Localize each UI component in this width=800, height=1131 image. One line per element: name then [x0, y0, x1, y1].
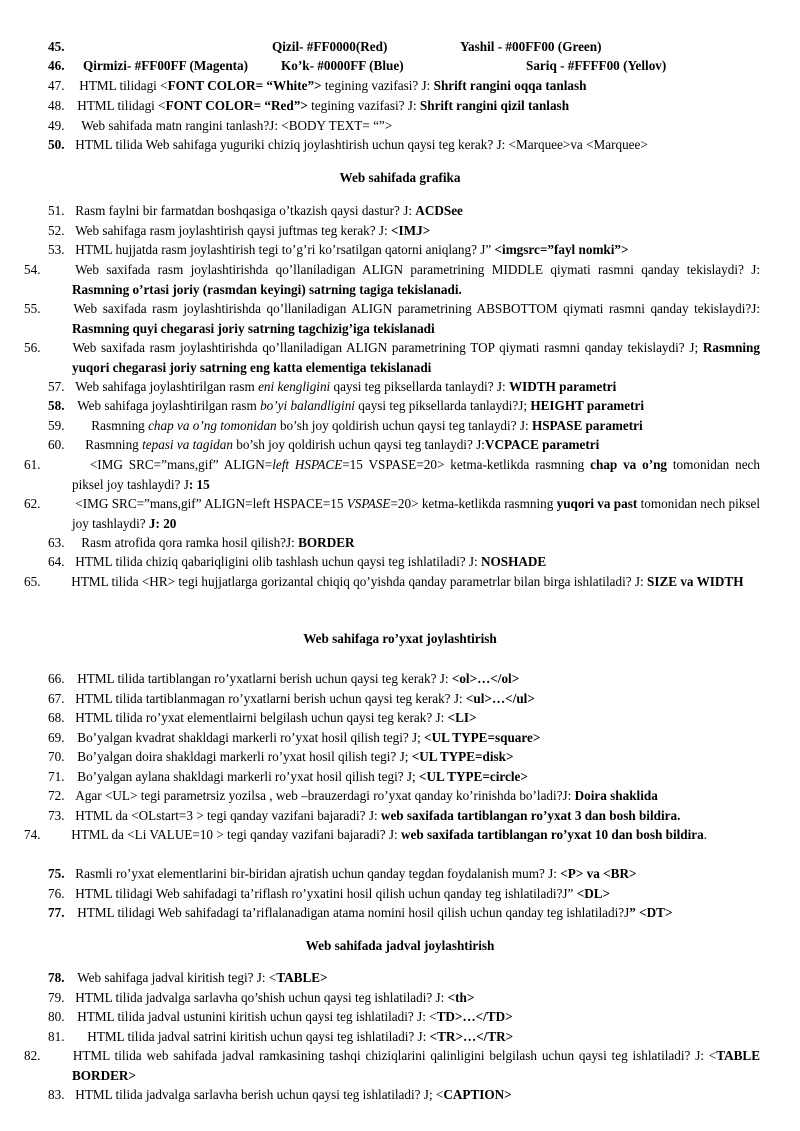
question-text: Web saxifada rasm joylashtirishda qo’llaniladigan ALIGN parametrining TOP qiymati rasmni qanday tekislaydi? J; — [72, 340, 703, 355]
question-number: 82. — [24, 1048, 41, 1063]
question-text: HTML da <Li VALUE=10 > tegi qanday vazifani bajaradi? J: — [71, 827, 401, 842]
question-78 — [48, 968, 760, 988]
question-text: HTML tilidagi Web sahifadagi ta’riflalanadigan atama nomini hosil qilish uchun qanday teg ishlatiladi?J — [77, 905, 630, 920]
question-text: Rasm faylni bir farmatdan boshqasiga o’tkazish qaysi dastur? J: — [75, 203, 416, 218]
question-text: HTML tilida jadvalga sarlavha qo’shish uchun qaysi teg ishlatiladi? J: — [75, 990, 448, 1005]
question-59 — [48, 416, 760, 436]
question-number: 61. — [24, 457, 41, 472]
answer-text: : 15 — [188, 476, 210, 492]
question-number: 45. — [48, 39, 65, 54]
question-53 — [48, 240, 760, 260]
question-64 — [48, 552, 760, 572]
section-heading-royxat: Web sahifaga ro’yxat joylashtirish — [303, 631, 497, 646]
answer-text: <UL TYPE=circle> — [419, 769, 528, 784]
question-number: 74. — [24, 827, 41, 842]
question-number: 56. — [24, 340, 41, 355]
question-74 — [24, 825, 760, 845]
answer-text: web saxifada tartiblangan ro’yxat 3 dan bosh bildira. — [380, 808, 681, 823]
question-number: 64. — [48, 554, 65, 569]
question-italic: left HSPACE — [272, 457, 343, 472]
question-80 — [48, 1007, 760, 1027]
question-text: HTML tilida Web sahifaga yuguriki chiziq joylashtirish uchun qaysi teg kerak? J: <Marquee>va <Marquee> — [75, 137, 648, 152]
question-text: . — [703, 827, 708, 842]
question-70 — [48, 747, 760, 767]
answer-text: Shrift rangini qizil tanlash — [419, 98, 570, 113]
question-57 — [48, 377, 760, 397]
color-blue: Ko’k- #0000FF (Blue) — [281, 58, 404, 73]
answer-text: Shrift rangini oqqa tanlash — [433, 78, 587, 93]
question-number: 62. — [24, 496, 41, 511]
question-text: Rasm atrofida qora ramka hosil qilish?J: — [81, 535, 299, 550]
question-67 — [48, 689, 760, 709]
question-text: HTML tilida <HR> tegi hujjatlarga gorizantal chiqiq qo’yishda qanday parametrlar bilan birga ishlatiladi? J: — [71, 574, 647, 589]
question-text: HTML tilida ro’yxat elementlairni belgilash uchun qaysi teg kerak? J: — [75, 710, 448, 725]
question-number: 51. — [48, 203, 65, 218]
question-73 — [48, 806, 760, 826]
question-text: bo’sh joy qoldirish uchun qaysi teg tanlaydi? J: — [232, 437, 485, 452]
question-number: 71. — [48, 769, 65, 784]
question-number: 55. — [24, 301, 41, 316]
question-56 — [24, 338, 760, 377]
answer-text: HEIGHT parametri — [530, 398, 645, 413]
question-text: HTML tilidagi Web sahifadagi ta’riflash ro’yxatini hosil qilish uchun qanday teg ishlatiladi?J” — [75, 886, 577, 901]
question-bold: yuqori va past — [556, 496, 638, 511]
question-number: 68. — [48, 710, 65, 725]
question-number: 48. — [48, 98, 65, 113]
question-72 — [48, 786, 760, 806]
question-text: =20> ketma-ketlikda rasmning — [390, 496, 557, 511]
answer-text: <DL> — [576, 886, 611, 901]
answer-text: Rasmning quyi chegarasi joriy satrning tagchizig’iga tekislanadi — [72, 320, 435, 336]
question-81 — [48, 1027, 760, 1047]
color-magenta: Qirmizi- #FF00FF (Magenta) — [83, 58, 249, 73]
question-77 — [48, 903, 760, 923]
question-60 — [48, 435, 760, 455]
answer-text: HSPASE parametri — [531, 418, 643, 433]
question-number: 47. — [48, 78, 65, 93]
question-number: 76. — [48, 886, 65, 901]
answer-text: NOSHADE — [480, 554, 547, 569]
question-62 — [24, 494, 760, 533]
question-number: 70. — [48, 749, 65, 764]
question-76 — [48, 884, 760, 904]
question-number: 60. — [48, 437, 65, 452]
question-48 — [48, 96, 760, 116]
question-75 — [48, 864, 760, 884]
answer-text: <UL TYPE=disk> — [411, 749, 514, 764]
question-text: HTML tilida jadvalga sarlavha berish uchun qaysi teg ishlatiladi? J; < — [75, 1087, 444, 1102]
answer-text: ” <DT> — [629, 905, 673, 920]
answer-text: <ol>…</ol> — [451, 671, 520, 686]
question-text: qaysi teg piksellarda tanlaydi? J: — [330, 379, 509, 394]
answer-text: <IMJ> — [391, 223, 431, 238]
section-heading-grafika: Web sahifada grafika — [339, 170, 461, 185]
answer-text: J: 20 — [148, 515, 177, 531]
question-text: Rasmning — [91, 418, 149, 433]
question-text: tegining vazifasi? J: — [307, 98, 420, 113]
question-text: Agar <UL> tegi parametrsiz yozilsa , web –brauzerdagi ro’yxat qanday ko’rinishda bo’ladi?J: — [75, 788, 575, 803]
question-text: HTML tilida tartiblanmagan ro’yxatlarni berish uchun qaysi teg kerak? J: — [75, 691, 466, 706]
question-tag: FONT COLOR= “Red”> — [165, 98, 308, 113]
answer-text: Rasmning o’rtasi joriy (rasmdan keyingi) satrning tagiga tekislanadi. — [72, 281, 462, 297]
answer-text: TD>…</TD> — [436, 1009, 513, 1024]
question-text: tomonidan nech piksel joy tashlaydi? J — [72, 457, 761, 492]
question-68 — [48, 708, 760, 728]
question-text: tegining vazifasi? J: — [321, 78, 434, 93]
question-69 — [48, 728, 760, 748]
question-82 — [24, 1046, 760, 1085]
color-yellow: Sariq - #FFFF00 (Yellov) — [526, 58, 667, 73]
section-heading-jadval: Web sahifada jadval joylashtirish — [305, 938, 495, 953]
question-number: 65. — [24, 574, 41, 589]
question-51 — [48, 201, 760, 221]
question-number: 52. — [48, 223, 65, 238]
color-row-45 — [48, 37, 602, 56]
question-55 — [24, 299, 761, 338]
question-text: Rasmli ro’yxat elementlarini bir-biridan ajratish uchun qanday tegdan foydalanish mum? J: — [75, 866, 561, 881]
question-49 — [48, 116, 760, 136]
question-number: 63. — [48, 535, 65, 550]
question-text: Rasmning — [85, 437, 143, 452]
question-italic: eni kengligini — [258, 379, 331, 394]
answer-text: CAPTION> — [443, 1087, 512, 1102]
answer-text: <P> va <BR> — [560, 866, 637, 881]
answer-text: <LI> — [447, 710, 477, 725]
question-number: 72. — [48, 788, 65, 803]
question-text: HTML tilidagi < — [77, 98, 166, 113]
question-54 — [24, 260, 760, 299]
question-text: Web saxifada rasm joylashtirishda qo’llaniladigan ALIGN parametrining MIDDLE qiymati rasmni qanday tekislaydi? J: — [75, 262, 760, 277]
question-number: 80. — [48, 1009, 65, 1024]
question-text: HTML tilida jadval ustunini kiritish uchun qaysi teg ishlatiladi? J: < — [77, 1009, 437, 1024]
question-text: HTML tilida web sahifada jadval ramkasining tashqi chiziqlarini qalinligini belgilash uchun qaysi teg ishlatiladi? J: < — [72, 1048, 717, 1063]
question-text: Web saxifada rasm joylashtirishda qo’llaniladigan ALIGN parametrining ABSBOTTOM qiymati rasmni qanday tekislaydi?J: — [73, 301, 761, 316]
answer-text: WIDTH parametri — [508, 379, 617, 394]
answer-text: VCPACE parametri — [484, 437, 600, 452]
question-number: 59. — [48, 418, 65, 433]
question-text: =15 VSPASE=20> ketma-ketlikda rasmning — [342, 457, 591, 472]
question-text: HTML tilida tartiblangan ro’yxatlarni berish uchun qaysi teg kerak? J: — [77, 671, 452, 686]
question-47 — [48, 76, 760, 96]
answer-text: <UL TYPE=square> — [424, 730, 541, 745]
question-number: 78. — [48, 970, 65, 985]
question-text: HTML tilidagi < — [79, 78, 168, 93]
question-number: 46. — [48, 58, 65, 73]
question-text: HTML hujjatda rasm joylashtirish tegi to’g’ri ko’rsatilgan qatorni aniqlang? J” — [75, 242, 495, 257]
answer-text: Doira shaklida — [574, 788, 658, 803]
question-number: 50. — [48, 137, 65, 152]
question-number: 58. — [48, 398, 65, 413]
question-bold: chap va o’ng — [590, 457, 668, 472]
question-italic: tepasi va tagidan — [142, 437, 233, 452]
color-red: Qizil- #FF0000(Red) — [272, 39, 388, 54]
question-number: 49. — [48, 118, 65, 133]
answer-text: TABLE> — [276, 970, 328, 985]
question-text: HTML da <OLstart=3 > tegi qanday vazifani bajaradi? J: — [75, 808, 381, 823]
answer-text: <ul>…</ul> — [465, 691, 535, 706]
answer-text: web saxifada tartiblangan ro’yxat 10 dan bosh bildira — [400, 827, 704, 842]
question-79 — [48, 988, 760, 1008]
answer-text: BORDER — [298, 535, 355, 550]
answer-text: SIZE va WIDTH — [646, 574, 744, 589]
question-number: 73. — [48, 808, 65, 823]
question-number: 79. — [48, 990, 65, 1005]
question-61 — [24, 455, 761, 494]
question-58 — [48, 396, 760, 416]
question-number: 69. — [48, 730, 65, 745]
question-number: 66. — [48, 671, 65, 686]
question-number: 77. — [48, 905, 65, 920]
question-text: Bo’yalgan doira shakldagi markerli ro’yxat hosil qilish tegi? J; — [77, 749, 412, 764]
question-text: Web sahifaga joylashtirilgan rasm — [77, 398, 261, 413]
question-text: Web sahifaga rasm joylashtirish qaysi juftmas teg kerak? J: — [75, 223, 392, 238]
question-text: Web sahifaga joylashtirilgan rasm — [75, 379, 259, 394]
answer-text: <th> — [447, 990, 475, 1005]
question-66 — [48, 669, 760, 689]
color-row-46 — [48, 56, 760, 75]
answer-text: TABLE BORDER> — [72, 1048, 760, 1083]
question-text: Bo’yalgan aylana shakldagi markerli ro’yxat hosil qilish tegi? J; — [77, 769, 419, 784]
question-text: HTML tilida jadval satrini kiritish uchun qaysi teg ishlatiladi? J: — [87, 1029, 430, 1044]
question-63 — [48, 533, 760, 553]
question-71 — [48, 767, 760, 787]
question-text: Web sahifada matn rangini tanlash?J: <BODY TEXT= “”> — [81, 118, 393, 133]
answer-text: Rasmning yuqori chegarasi joriy satrning eng katta elementiga tekislanadi — [72, 340, 760, 375]
question-text: bo’sh joy qoldirish uchun qaysi teg tanlaydi? J: — [276, 418, 532, 433]
question-number: 75. — [48, 866, 65, 881]
question-text: Web sahifaga jadval kiritish tegi? J: < — [77, 970, 277, 985]
color-green: Yashil - #00FF00 (Green) — [460, 39, 602, 54]
question-number: 54. — [24, 262, 41, 277]
question-number: 83. — [48, 1087, 65, 1102]
question-50 — [48, 135, 760, 155]
question-text: qaysi teg piksellarda tanlaydi?J; — [354, 398, 531, 413]
question-italic: chap va o’ng tomonidan — [148, 418, 277, 433]
question-text: Bo’yalgan kvadrat shakldagi markerli ro’yxat hosil qilish tegi? J; — [77, 730, 425, 745]
answer-text: <TR>…</TR> — [429, 1029, 514, 1044]
question-52 — [48, 221, 760, 241]
question-number: 57. — [48, 379, 65, 394]
question-number: 67. — [48, 691, 65, 706]
question-text: <IMG SRC=”mans,gif” ALIGN= — [89, 457, 273, 472]
question-number: 81. — [48, 1029, 65, 1044]
question-number: 53. — [48, 242, 65, 257]
question-text: HTML tilida chiziq qabariqligini olib tashlash uchun qaysi teg ishlatiladi? J: — [75, 554, 481, 569]
question-italic: VSPASE — [346, 496, 391, 511]
answer-text: ACDSee — [415, 203, 463, 218]
question-65 — [24, 572, 760, 592]
question-text: <IMG SRC=”mans,gif” ALIGN=left HSPACE=15 — [75, 496, 347, 511]
question-text: tomonidan nech piksel joy tashlaydi? — [72, 496, 760, 531]
question-italic: bo’yi balandligini — [260, 398, 355, 413]
question-tag: FONT COLOR= “White”> — [167, 78, 322, 93]
answer-text: <imgsrc=”fayl nomki”> — [494, 242, 629, 257]
question-83 — [48, 1085, 760, 1105]
